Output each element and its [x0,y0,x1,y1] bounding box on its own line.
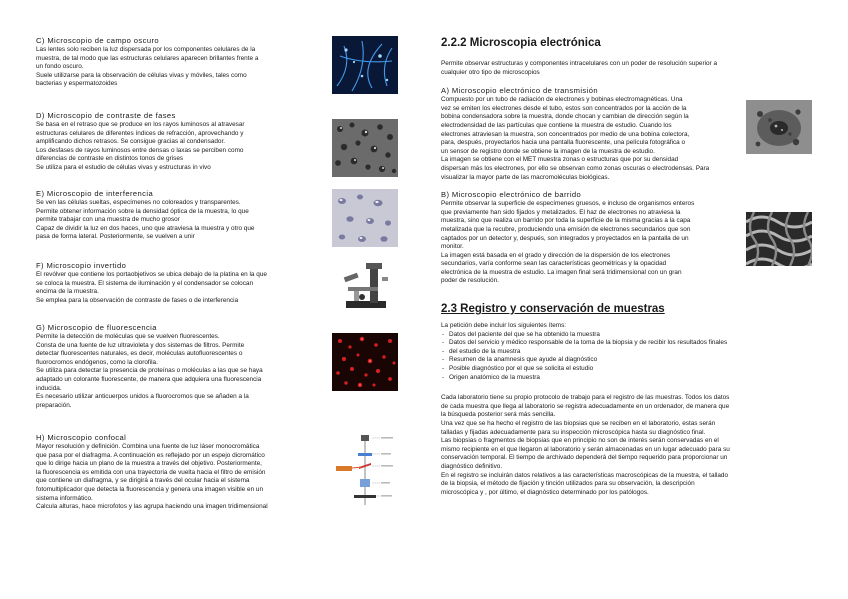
text-line: cualquier otro tipo de microscopios [441,68,540,76]
confocal-diagram-image [332,431,398,511]
text-line: La petición debe incluir los siguientes ítems: [441,322,567,330]
text-line: un fondo oscuro. [36,63,84,71]
text-line: de la biopsia, el método de fijación y tinción utilizados para su observación, la descripción [441,480,695,488]
inverted-microscope-image [332,257,398,315]
text-line: que lo dirige hacia un plano de la muestra a través del objetivo. Posteriormente, [36,460,262,468]
text-line: dispersan más los electrones, por ello se observan como zonas oscuras o electrodensas. Para [441,164,710,172]
section-inverted [36,261,361,323]
text-line: la fluorescencia es emitida con una trayectoria de vuelta hacia el filtro de emisión [36,468,266,476]
text-line: conservación temporal. El tiempo de archivado dependerá del tiempo requerido para proporcionar un [441,454,728,462]
phase-contrast-image [332,119,398,177]
section-heading: G) Microscopio de fluorescencia [36,323,157,332]
text-line: preparación. [36,401,72,409]
section-fluorescence [36,323,361,433]
text-line: para, después, proyectarlos hacia una pantalla fluorescente, una película fotográfica o [441,139,686,147]
list-item: - Posible diagnóstico por el que se solicita el estudio [441,365,812,374]
section-title-electron-microscopy: 2.2.2 Microscopia electrónica [441,37,601,49]
text-line: muestra, sino que realiza un barrido por toda la superficie de la misma gracias a la capa [441,217,691,225]
list-item: - Origen anatómico de la muestra [441,374,812,383]
text-line: permite trabajar con una muestra de mucho grosor [36,216,180,224]
text-line: talladas y fijadas adecuadamente para su inspección microscópica hasta su diagnóstico final. [441,428,706,436]
section-heading: E) Microscopio de interferencia [36,189,154,198]
text-line: monitor. [441,243,464,251]
tem-image [746,100,812,154]
left-column [36,36,361,512]
text-line: Suele utilizarse para la observación de células vivas y móviles, tales como [36,71,247,79]
section-heading: H) Microscopio confocal [36,433,127,442]
text-line: inducida. [36,384,62,392]
section-registration [441,302,812,497]
text-line: sistema informático. [36,494,93,502]
text-line: La imagen está basada en el grado y dirección de la dispersión de los electrones [441,251,671,259]
text-line: se coloca la muestra. El sistema de iluminación y el condensador se colocan [36,279,254,287]
text-line: metalizada que la recubre, produciendo una emisión de electrones secundarios que son [441,225,691,233]
text-line: Calcula alturas, hace microfotos y las agrupa haciendo una imagen tridimensional [36,503,268,511]
text-line: bacterias y espermatozoides [36,80,118,88]
text-line: Se ven las células sueltas, especímenes no coloreados y transparentes. [36,199,241,206]
text-line: detectar fluorescentes naturales, es decir, moléculas autofluorescentes o [36,350,243,358]
text-line: El revólver que contiene los portaobjetivos se ubica debajo de la platina en la que [36,271,267,278]
requirements-list [441,331,812,383]
text-line: diagnóstico definitivo. [441,462,503,470]
text-line: Se basa en el retraso que se produce en los rayos luminosos al atravesar [36,121,245,128]
text-line: Capaz de dividir la luz en dos haces, uno que atraviesa la muestra y otro que [36,224,255,232]
text-line: que pasa por el diafragma. A continuación es reflejado por un espejo dicromático [36,451,265,459]
text-line: Permite observar la superficie de especímenes gruesos, e incluso de organismos enteros [441,200,695,208]
text-line: muestra, de tal modo que las estructuras celulares aparecen brillantes frente a [36,54,259,62]
section-heading: A) Microscopio electrónico de transmisión [441,86,598,96]
text-line: encima de la muestra. [36,288,99,296]
text-line: Las lentes solo reciben la luz dispersada por los componentes celulares de la [36,46,256,53]
text-line: visualizar la mayor parte de las macromoléculas biológicas. [441,173,610,181]
text-line: microscópica y , por último, el diagnóstico determinado por los patólogos. [441,488,649,496]
text-line: de cada muestra que llega al laboratorio se registra adecuadamente en un ordenador, de manera que [441,402,730,410]
text-line: Permite observar estructuras y componentes intracelulares con un poder de resolución superior a [441,60,718,67]
text-line: Mayor resolución y definición. Combina una fuente de luz láser monocromática [36,443,260,450]
dark-field-image [332,36,398,94]
text-line: secundarios, varía conforme sean las características geométricas y la opacidad [441,260,667,268]
section-dark-field [36,36,361,111]
text-line: pasa de forma lateral. Posteriormente, se vuelven a unir [36,233,195,241]
list-item: - Datos del paciente del que se ha obtenido la muestra [441,331,812,340]
section-heading: F) Microscopio invertido [36,261,127,270]
text-line: mismo recipiente en el que llegaron al laboratorio y serán almacenadas en un lugar adecuado para su [441,445,730,453]
text-line: Las biopsias o fragmentos de biopsias que en principio no son de interés serán conservadas en el [441,437,719,445]
text-line: captados por un detector y, después, son integrados y proyectados en la pantalla de un [441,234,689,242]
section-confocal [36,433,361,512]
text-line: que contiene un diafragma, y se dirigirá a través del ocular hacia el sistema [36,477,250,485]
section-heading: B) Microscopio electrónico de barrido [441,190,582,200]
text-line: vez se emiten los electrones desde el tubo, estos son concentrados por la acción de la [441,104,687,112]
text-line: fotomultiplicador que detecta la fluorescencia y genera una imagen visible en un [36,485,264,493]
section-phase-contrast [36,111,361,189]
section-title-registration: 2.3 Registro y conservación de muestras [441,303,665,316]
interference-image [332,189,398,247]
section-tem [441,86,812,182]
section-heading: D) Microscopio de contraste de fases [36,111,176,120]
text-line: fluorocromos endógenos, como la clorofila. [36,358,158,366]
text-line: diferencias de contraste en distintos tonos de grises [36,155,184,163]
right-column [441,36,812,497]
text-line: que previamente han sido fijados y metalizados. El haz de electrones no atraviesa la [441,208,681,216]
fluorescence-image [332,333,398,391]
list-item-continuation [441,348,812,357]
text-line: Permite la detección de moléculas que se vuelven fluorescentes. [36,333,220,340]
text-line: Consta de una fuente de luz ultravioleta y dos sistemas de filtros. Permite [36,341,245,349]
text-line: Se emplea para la observación de contraste de fases o de interferencia [36,296,239,304]
text-line: Compuesto por un tubo de radiación de electrones y bobinas electromagnéticas. Una [441,96,683,104]
section-heading: C) Microscopio de campo oscuro [36,36,159,45]
section-sem [441,190,812,286]
text-line: un sensor de registro donde se obtiene la imagen de la muestra de estudio. [441,147,655,155]
text-line: bobina condensadora sobre la muestra, donde chocan y cambian de dirección según la [441,113,689,121]
text-line: adaptado un colorante fluorescente, de manera que adquiera una fluorescencia [36,375,262,383]
sem-image [746,212,812,266]
text-line: Es necesario utilizar anticuerpos unidos a fluorocromos que se añaden a la [36,393,249,401]
text-line: Una vez que se ha hecho el registro de las biopsias que se reciben en el laboratorio, estas serán [441,420,716,427]
text-line: Cada laboratorio tiene su propio protocolo de trabajo para el registro de las muestras. Todos los datos [441,394,730,402]
text-line: la búsqueda posterior será más sencilla. [441,411,556,419]
text-line: del estudio de la muestra [449,347,521,355]
list-item: - Datos del servicio y médico responsable de la toma de la biopsia y de recibir los resultados finales [441,339,812,348]
text-line: electrónica de la muestra de estudio. La imagen final será tridimensional con un gran [441,268,682,276]
text-line: electrones atraviesan la muestra, son concentrados por medio de una bobina colectora, [441,130,690,138]
text-line: Permite obtener información sobre la densidad óptica de la muestra, lo que [36,207,249,215]
text-line: electrodensidad de las partículas que contiene la muestra de estudio. Cuando los [441,121,672,129]
text-line: Se utiliza para detectar la presencia de proteínas o moléculas a las que se haya [36,367,263,375]
text-line: Los desfases de rayos luminosos entre densas o laxas se perciben como [36,146,244,154]
text-line: amplificando dichos retrasos. Se consigue gracias al condensador. [36,138,225,146]
text-line: La imagen se obtiene con el MET muestra zonas o estructuras que por su densidad [441,156,679,164]
text-line: Se utiliza para el estudio de células vivas y estructuras in vivo [36,163,211,171]
section-interference [36,189,361,261]
list-item: - Resumen de la anamnesis que ayude al diagnóstico [441,356,812,365]
text-line: poder de resolución. [441,277,499,285]
text-line: En el registro se incluirán datos relativos a las características macroscópicas de la muestra, el tallado [441,471,728,479]
text-line: estructuras celulares de diferentes índices de refracción, aprovechando y [36,129,244,137]
